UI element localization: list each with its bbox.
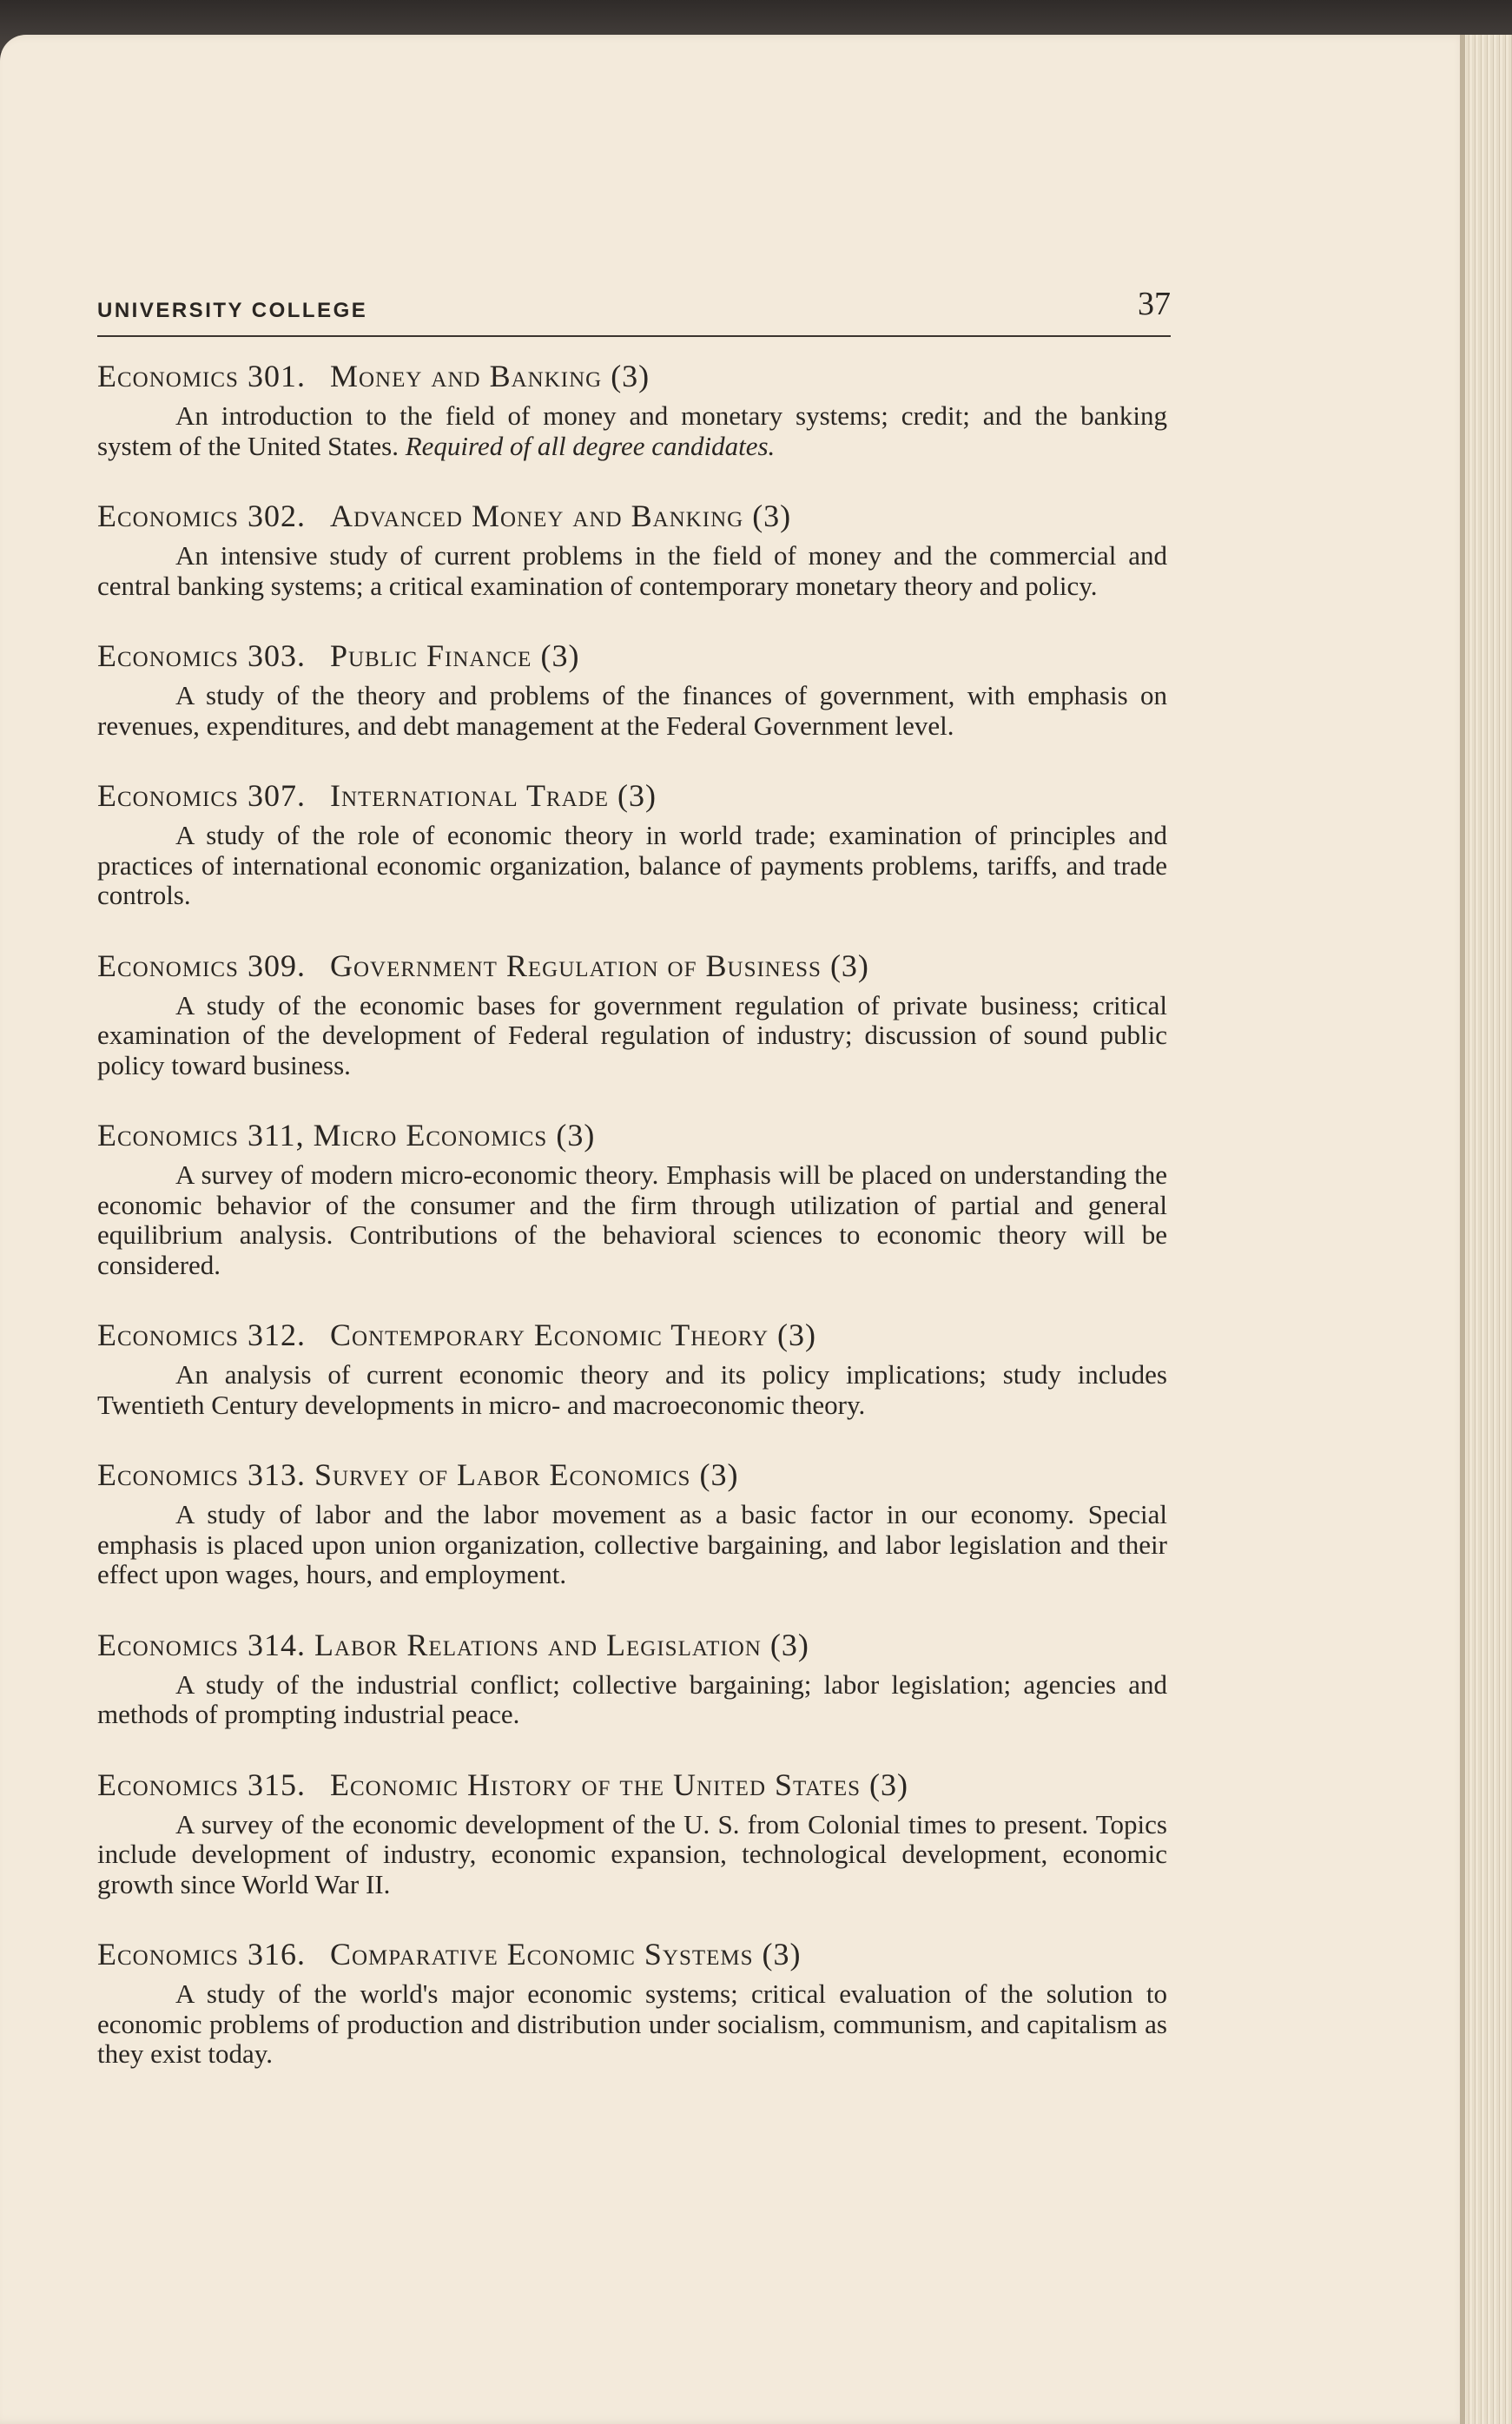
course-code: Economics 313. — [97, 1457, 306, 1492]
course-code: Economics 316. — [97, 1937, 306, 1972]
course-code: Economics 307. — [97, 778, 306, 813]
course-code: Economics 314. — [97, 1627, 306, 1662]
course-entry-315 — [97, 1763, 1171, 1900]
course-credits: (3) — [611, 359, 650, 393]
course-entry-316 — [97, 1932, 1171, 2070]
course-heading — [97, 1763, 1171, 1806]
course-title: International Trade — [329, 778, 609, 813]
course-title: Labor Relations and Legislation — [314, 1627, 762, 1662]
course-title: Public Finance — [329, 638, 532, 673]
course-entry-311 — [97, 1113, 1171, 1280]
course-heading — [97, 1313, 1171, 1357]
course-entry-303 — [97, 634, 1171, 741]
page-number: 37 — [1138, 286, 1171, 322]
course-heading — [97, 1623, 1171, 1667]
course-entry-312 — [97, 1313, 1171, 1420]
course-credits: (3) — [556, 1118, 596, 1153]
course-description: A study of the world's major economic systems; critical evaluation of the solution to economic problems of production and distribution under socialism, communism, and capitalism as they exist today. — [97, 1978, 1167, 2069]
course-description: An intensive study of current problems in the field of money and the commercial and central banking systems; a critical examination of contemporary monetary theory and policy. — [97, 540, 1167, 601]
course-entry-301 — [97, 354, 1171, 461]
course-entry-309 — [97, 944, 1171, 1081]
course-code: Economics 303. — [97, 638, 306, 673]
course-heading — [97, 1453, 1171, 1496]
course-credits: (3) — [752, 499, 792, 533]
course-description: A study of the industrial conflict; collective bargaining; labor legislation; agencies and methods of prompting industrial peace. — [97, 1668, 1167, 1729]
course-code: Economics 302. — [97, 499, 306, 533]
course-code: Economics 312. — [97, 1318, 306, 1352]
course-title: Government Regulation of Business — [329, 948, 822, 983]
course-entry-314 — [97, 1623, 1171, 1730]
course-credits: (3) — [829, 948, 869, 983]
course-credits: (3) — [769, 1627, 809, 1662]
course-description: An analysis of current economic theory and its policy implications; study includes Twentieth Century developments in micro- and macroeconomic theory. — [97, 1359, 1167, 1420]
course-description: A study of labor and the labor movement as a basic factor in our economy. Special emphasis is placed upon union organization, collective bargaining, and labor legislation and their effect upon wages, hours, and employment. — [97, 1499, 1167, 1589]
course-title: Contemporary Economic Theory — [329, 1318, 769, 1352]
course-entry-307 — [97, 774, 1171, 911]
course-heading — [97, 634, 1171, 677]
course-heading — [97, 1113, 1171, 1157]
course-description — [97, 401, 1171, 461]
course-credits: (3) — [869, 1767, 909, 1802]
page-content — [97, 285, 1171, 2103]
course-title: Advanced Money and Banking — [329, 499, 744, 533]
course-entry-302 — [97, 494, 1171, 601]
course-heading — [97, 494, 1171, 538]
course-entry-313 — [97, 1453, 1171, 1590]
course-credits: (3) — [699, 1457, 739, 1492]
course-code: Economics 311, — [97, 1118, 305, 1153]
course-title: Survey of Labor Economics — [314, 1457, 691, 1492]
page-edges — [1460, 35, 1512, 2424]
course-credits: (3) — [540, 638, 580, 673]
course-title: Micro Economics — [313, 1118, 548, 1153]
course-description-text: An introduction to the field of money and monetary systems; credit; and the banking system of the United States. — [97, 400, 1167, 461]
course-code: Economics 301. — [97, 359, 306, 393]
course-heading — [97, 1932, 1171, 1976]
course-title: Comparative Economic Systems — [329, 1937, 754, 1972]
course-credits: (3) — [617, 778, 657, 813]
course-description: A study of the theory and problems of the finances of government, with emphasis on revenues, expenditures, and debt management at the Federal Government level. — [97, 680, 1167, 741]
course-heading — [97, 354, 1171, 398]
course-description: A study of the economic bases for government regulation of private business; critical examination of the development of Federal regulation of industry; discussion of sound public policy toward business. — [97, 989, 1167, 1080]
course-code: Economics 315. — [97, 1767, 306, 1802]
course-code: Economics 309. — [97, 948, 306, 983]
course-title: Economic History of the United States — [329, 1767, 862, 1802]
running-head — [97, 285, 1171, 337]
course-requirement-note: Required of all degree candidates. — [405, 430, 776, 461]
course-credits: (3) — [762, 1937, 802, 1972]
course-description: A study of the role of economic theory in world trade; examination of principles and practices of international economic organization, balance of payments problems, tariffs, and trade controls. — [97, 820, 1167, 910]
course-credits: (3) — [777, 1318, 817, 1352]
course-heading — [97, 944, 1171, 987]
running-title: UNIVERSITY COLLEGE — [97, 299, 368, 322]
course-heading — [97, 774, 1171, 817]
course-description: A survey of modern micro-economic theory. Emphasis will be placed on understanding the economic behavior of the consumer and the firm through utilization of partial and general equilibrium analysis. Contributions of the behavioral sciences to economic theory will be considered. — [97, 1159, 1167, 1280]
course-title: Money and Banking — [329, 359, 603, 393]
course-description: A survey of the economic development of the U. S. from Colonial times to present. Topics include development of industry, economic expansion, technological development, economic growth since World War II. — [97, 1808, 1167, 1899]
